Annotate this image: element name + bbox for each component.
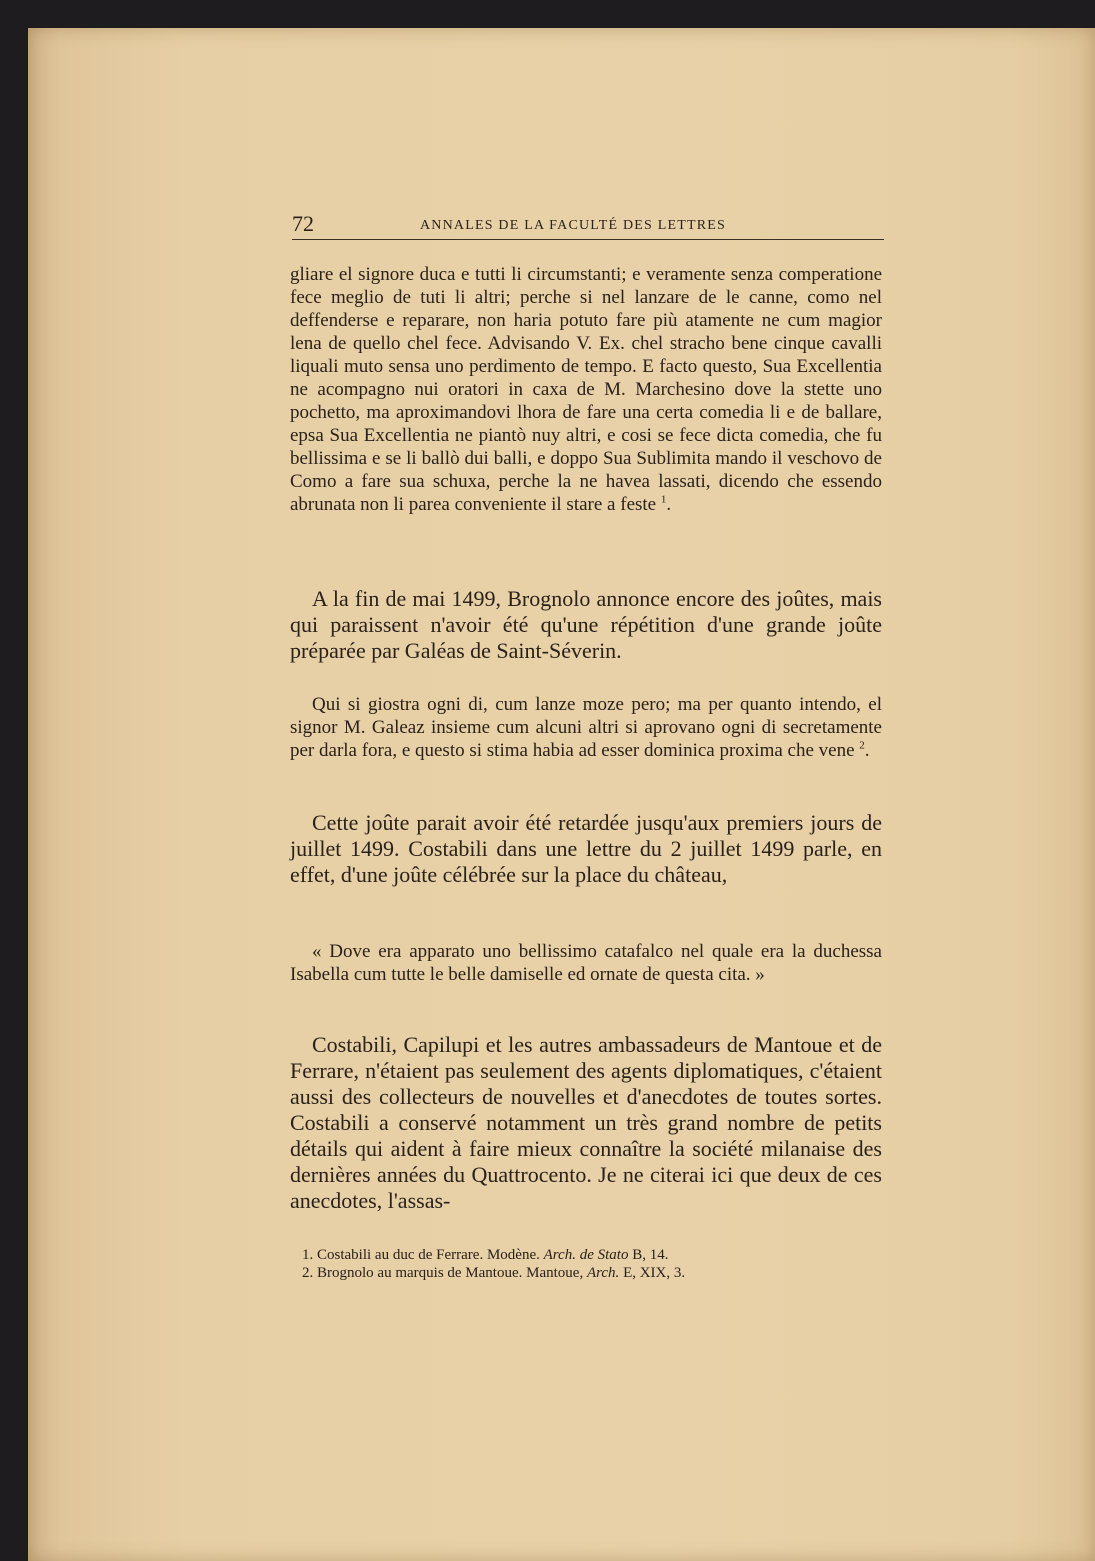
footnote-2-italic: Arch.	[586, 1265, 620, 1281]
footnotes	[302, 1246, 882, 1282]
footnote-1-italic: Arch. de Stato	[543, 1247, 629, 1263]
quote-paragraph-2: Qui si giostra ogni di, cum lanze moze pero; ma per quanto intendo, el signor M. Galeaz insieme cum alcuni altri si aprovano ogni di secretamente per darla fora, e questo si stima habia ad esser dominica proxima che vene $^2$.	[290, 694, 882, 761]
body-text-3: Costabili, Capilupi et les autres ambassadeurs de Mantoue et de Ferrare, n'étaient pas seulement des agents diplomatiques, c'étaient aussi des collecteurs de nouvelles et d'anecdotes de toutes sortes. Costabili a conservé notamment un très grand nombre de petits détails qui aident à faire mieux connaître la société milanaise des dernières années du Quattrocento. Je ne citerai ici que deux de ces anecdotes, l'assas-	[290, 1032, 882, 1213]
footnote-2	[302, 1264, 882, 1282]
quote-paragraph-3	[290, 940, 882, 986]
footnote-1-after: B, 14.	[632, 1247, 669, 1263]
footnote-1	[302, 1246, 882, 1264]
footnote-2-after: E, XIX, 3.	[623, 1265, 686, 1281]
body-paragraph-1	[290, 586, 882, 664]
book-page	[28, 28, 1095, 1561]
page-header	[292, 213, 884, 240]
footnote-2-number: 2.	[302, 1265, 314, 1281]
footnote-ref-1: 1	[660, 493, 667, 506]
page-number: 72	[292, 211, 314, 236]
body-paragraph-2	[290, 810, 882, 888]
quote-paragraph-1: gliare el signore duca e tutti li circumstanti; e veramente senza comperatione fece meglio de tuti li altri; perche si nel lanzare de le canne, como nel deffenderse e reparare, non haria potuto fare più atamente ne cum magior lena de quello chel fece. Advisando V. Ex. chel stracho bene cinque cavalli liquali muto sensa uno perdimento de tempo. E facto questo, Sua Excellentia ne acompagno nui oratori in caxa de M. Marchesino dove la stette uno pochetto, ma aproximandovi lhora de fare una certa comedia li e de ballare, epsa Sua Excellentia ne piantò nuy altri, e cosi se fece dicta comedia, che fu bellissima e se li ballò dui balli, e doppo Sua Sublimita mando il veschovo de Como a fare sua schuxa, perche la ne havea lassati, dicendo che essendo abrunata non li parea conveniente il stare a feste $^1$.	[290, 264, 882, 515]
body-text-1: A la fin de mai 1499, Brognolo annonce encore des joûtes, mais qui paraissent n'avoir été qu'une répétition d'une grande joûte préparée par Galéas de Saint-Séverin.	[290, 586, 882, 663]
quote-text-1: gliare el signore duca e tutti li circumstanti; e veramente senza comperatione fece meglio de tuti li altri; perche si nel lanzare de le canne, como nel deffenderse e reparare, non haria potuto fare più atamente ne cum magior lena de quello chel fece. Advisando V. Ex. chel stracho bene cinque cavalli liquali muto sensa uno perdimento de tempo. E facto questo, Sua Excellentia ne acompagno nui oratori in caxa de M. Marchesino dove la stette uno pochetto, ma aproximandovi lhora de fare una certa comedia li e de ballare, epsa Sua Excellentia ne piantò nuy altri, e cosi se fece dicta comedia, che fu bellissima e se li ballò dui balli, e doppo Sua Sublimita mando il veschovo de Como a fare sua schuxa, perche la ne havea lassati, dicendo che essendo abrunata non li parea conveniente il stare a feste	[290, 264, 882, 515]
footnote-1-text: Costabili au duc de Ferrare. Modène.	[317, 1247, 540, 1263]
running-title: ANNALES DE LA FACULTÉ DES LETTRES	[420, 218, 726, 233]
body-paragraph-3	[290, 1032, 882, 1214]
footnote-1-number: 1.	[302, 1247, 314, 1263]
footnote-ref-2: 2	[859, 739, 865, 752]
quote-text-3: « Dove era apparato uno bellissimo catafalco nel quale era la duchessa Isabella cum tutte le belle damiselle ed ornate de questa cita. »	[290, 941, 882, 985]
quote-text-2: Qui si giostra ogni di, cum lanze moze pero; ma per quanto intendo, el signor M. Galeaz insieme cum alcuni altri si aprovano ogni di secretamente per darla fora, e questo si stima habia ad esser dominica proxima che vene	[290, 694, 882, 761]
footnote-2-text: Brognolo au marquis de Mantoue. Mantoue,	[317, 1265, 584, 1281]
body-text-2: Cette joûte parait avoir été retardée jusqu'aux premiers jours de juillet 1499. Costabili dans une lettre du 2 juillet 1499 parle, en effet, d'une joûte célébrée sur la place du château,	[290, 810, 882, 887]
